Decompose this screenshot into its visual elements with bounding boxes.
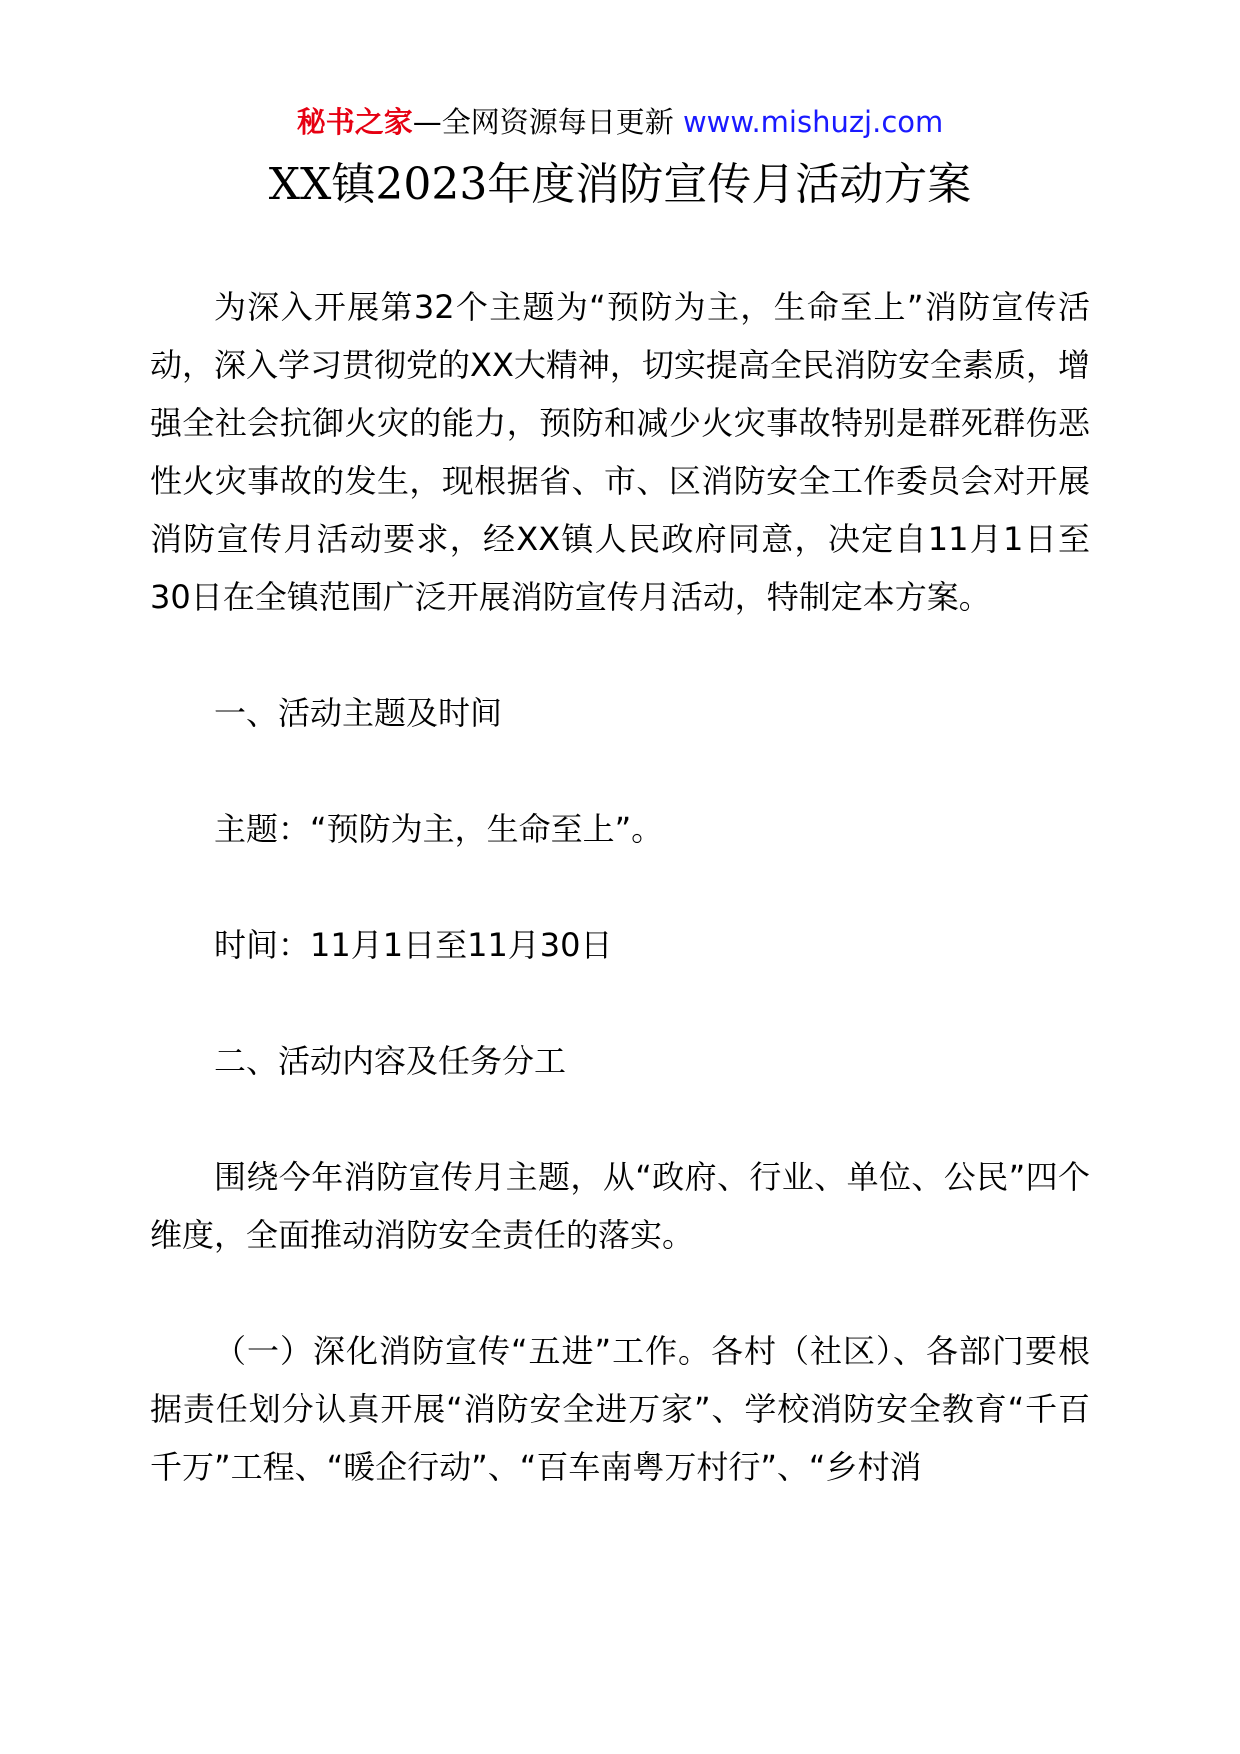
section-heading-1: 一、活动主题及时间	[214, 694, 503, 732]
site-slogan: —全网资源每日更新	[412, 105, 674, 139]
document-title: XX镇2023年度消防宣传月活动方案	[268, 159, 972, 210]
section-heading-2: 二、活动内容及任务分工	[214, 1042, 567, 1080]
site-header	[0, 100, 1240, 144]
content-paragraph: 围绕今年消防宣传月主题，从“政府、行业、单位、公民”四个维度，全面推动消防安全责任的落实。	[150, 1158, 1090, 1254]
subsection-paragraph-1: （一）深化消防宣传“五进”工作。各村（社区）、各部门要根据责任划分认真开展“消防安全进万家”、学校消防安全教育“千百千万”工程、“暖企行动”、“百车南粤万村行”、“乡村消	[150, 1332, 1090, 1486]
intro-paragraph: 为深入开展第32个主题为“预防为主，生命至上”消防宣传活动，深入学习贯彻党的XX大精神，切实提高全民消防安全素质，增强全社会抗御火灾的能力，预防和减少火灾事故特别是群死群伤恶性火灾事故的发生，现根据省、市、区消防安全工作委员会对开展消防宣传月活动要求，经XX镇人民政府同意，决定自11月1日至30日在全镇范围广泛开展消防宣传月活动，特制定本方案。	[150, 288, 1090, 616]
site-url-link[interactable]: www.mishuzj.com	[682, 105, 944, 139]
site-brand: 秘书之家	[296, 105, 413, 139]
theme-line: 主题：“预防为主，生命至上”。	[214, 810, 664, 848]
document-body	[150, 278, 1090, 1496]
time-line: 时间：11月1日至11月30日	[214, 926, 613, 964]
